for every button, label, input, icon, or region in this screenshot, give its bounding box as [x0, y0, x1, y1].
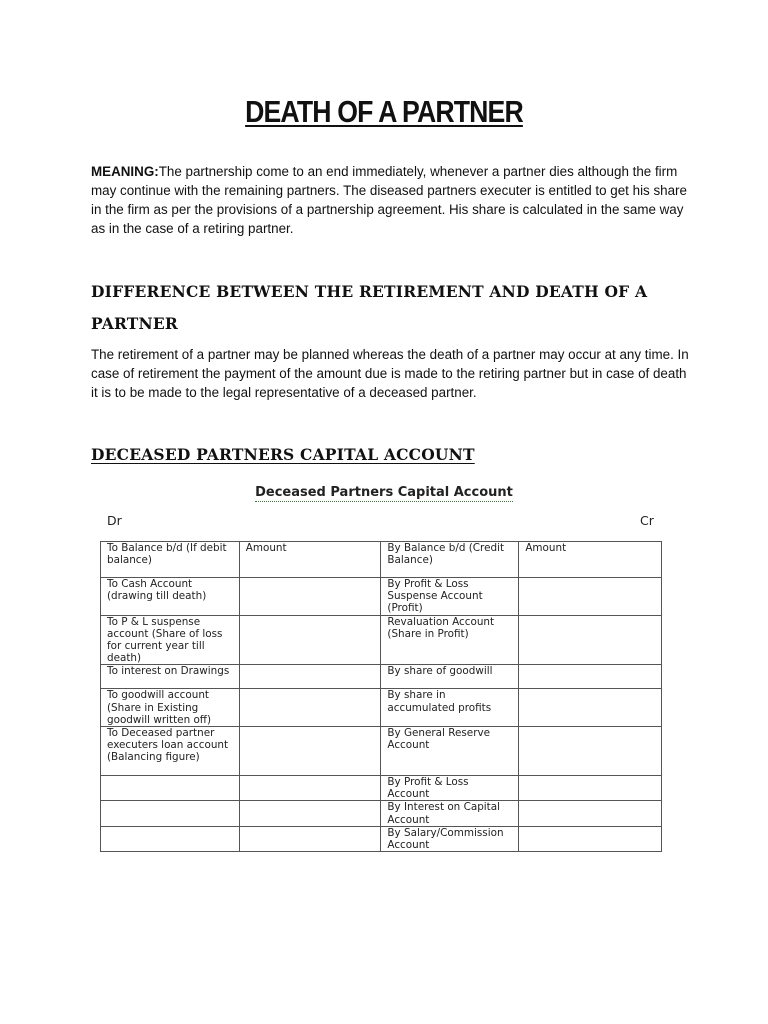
table-cell [519, 615, 662, 665]
table-cell [101, 776, 240, 801]
table-cell: To Balance b/d (If debit balance) [101, 542, 240, 578]
table-cell: By share in accumulated profits [381, 689, 519, 727]
table-cell [519, 727, 662, 776]
difference-heading: DIFFERENCE BETWEEN THE RETIREMENT AND DEATH OF A PARTNER [91, 282, 648, 333]
table-cell [239, 727, 381, 776]
table-cell: To goodwill account (Share in Existing goodwill written off) [101, 689, 240, 727]
table-cell [101, 826, 240, 851]
table-cell: Amount [519, 542, 662, 578]
table-cell [239, 826, 381, 851]
table-row [101, 826, 662, 851]
table-caption [0, 485, 768, 500]
table-cell [239, 615, 381, 665]
table-cell: By Salary/Commission Account [381, 826, 519, 851]
difference-paragraph: The retirement of a partner may be planned whereas the death of a partner may occur at any time. In case of retirement the payment of the amount due is made to the retiring partner but in case of death it is to be made to the legal representative of a deceased partner. [91, 347, 689, 400]
table-cell: Revaluation Account (Share in Profit) [381, 615, 519, 665]
table-cell [239, 578, 381, 616]
page-title [54, 94, 714, 130]
table-row [101, 615, 662, 665]
table-row [101, 689, 662, 727]
table-cell [101, 801, 240, 826]
table-cell [239, 801, 381, 826]
table-caption-text: Deceased Partners Capital Account [255, 485, 513, 500]
table-cell: To Deceased partner executers loan account (Balancing figure) [101, 727, 240, 776]
table-row [101, 727, 662, 776]
table-cell: To Cash Account (drawing till death) [101, 578, 240, 616]
table-row [101, 665, 662, 689]
table-cell [239, 776, 381, 801]
table-cell: By Profit & Loss Account [381, 776, 519, 801]
table-cell [519, 578, 662, 616]
table-cell: Amount [239, 542, 381, 578]
table-cell: By Balance b/d (Credit Balance) [381, 542, 519, 578]
table-cell: By Profit & Loss Suspense Account (Profit) [381, 578, 519, 616]
table-cell: To P & L suspense account (Share of loss for current year till death) [101, 615, 240, 665]
table-cell: By Interest on Capital Account [381, 801, 519, 826]
table-cell: To interest on Drawings [101, 665, 240, 689]
meaning-text: The partnership come to an end immediately, whenever a partner dies although the firm may continue with the remaining partners. The diseased partners executer is entitled to get his share in the firm as per the provisions of a partnership agreement. His share is calculated in the same way as in the case of a retiring partner. [91, 164, 687, 236]
table-cell [519, 689, 662, 727]
capital-account-table-body [101, 542, 662, 852]
capital-account-heading: DECEASED PARTNERS CAPITAL ACCOUNT [91, 445, 475, 464]
table-cell [239, 665, 381, 689]
table-cell [519, 801, 662, 826]
meaning-paragraph [91, 162, 691, 238]
table-row [101, 578, 662, 616]
table-cell [519, 665, 662, 689]
table-cell: By General Reserve Account [381, 727, 519, 776]
table-row [101, 801, 662, 826]
table-row [101, 776, 662, 801]
table-cell [239, 689, 381, 727]
page-title-text: DEATH OF A PARTNER [245, 94, 523, 129]
capital-account-table [100, 541, 662, 852]
debit-label: Dr [107, 513, 122, 528]
meaning-label: MEANING: [91, 164, 159, 179]
table-cell [519, 776, 662, 801]
table-cell: By share of goodwill [381, 665, 519, 689]
table-row [101, 542, 662, 578]
credit-label: Cr [640, 513, 654, 528]
table-cell [519, 826, 662, 851]
